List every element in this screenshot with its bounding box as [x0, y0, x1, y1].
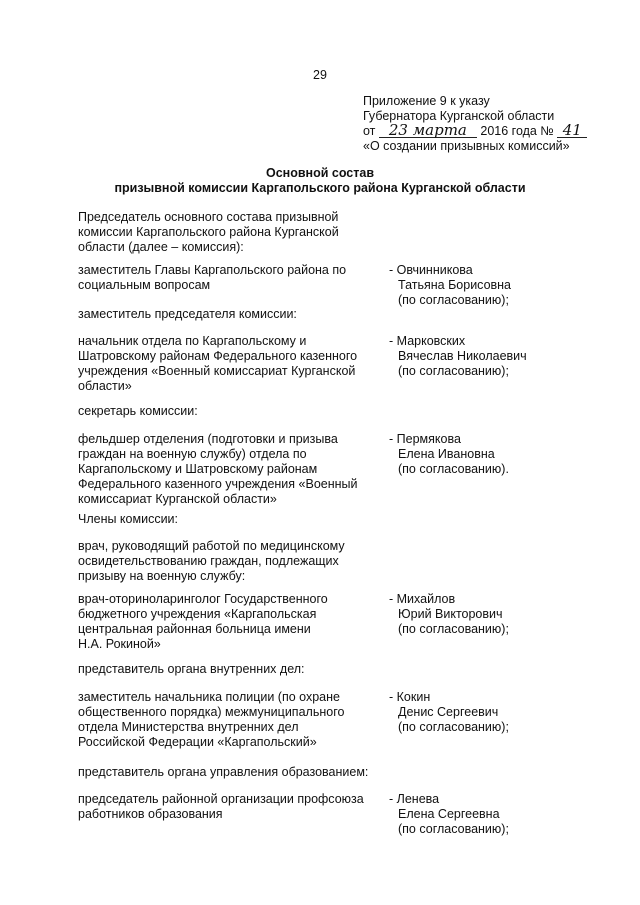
text-line: Федерального казенного учреждения «Военный: [78, 477, 358, 491]
member-given-names: Елена Сергеевна: [398, 807, 500, 821]
member-position: [78, 334, 378, 394]
text-line: области (далее – комиссия):: [78, 240, 244, 254]
member-row: [78, 792, 618, 836]
member-surname: - Овчинникова: [389, 263, 473, 277]
section-heading: [78, 307, 618, 322]
member-note: (по согласованию);: [398, 293, 509, 307]
text-line: фельдшер отделения (подготовки и призыва: [78, 432, 338, 446]
text-line: социальным вопросам: [78, 278, 211, 292]
member-row: [78, 263, 618, 307]
member-note: (по согласованию).: [398, 462, 509, 476]
title-line-2: призывной комиссии Каргапольского района Курганской области: [114, 181, 526, 195]
handwritten-date: 23 марта: [379, 124, 477, 138]
text-line: врач-оториноларинголог Государственного: [78, 592, 328, 606]
member-given-names: Вячеслав Николаевич: [398, 349, 527, 363]
text-line: Члены комиссии:: [78, 512, 179, 526]
date-prefix: от: [363, 124, 376, 138]
member-given-names: Елена Ивановна: [398, 447, 495, 461]
text-line: отдела Министерства внутренних дел: [78, 720, 299, 734]
section-heading: [78, 210, 618, 255]
appendix-line-2: Губернатора Курганской области: [363, 109, 555, 123]
member-surname: - Марковских: [389, 334, 466, 348]
text-line: начальник отдела по Каргапольскому и: [78, 334, 307, 348]
text-line: области»: [78, 379, 132, 393]
member-note: (по согласованию);: [398, 364, 509, 378]
year-text: 2016 года №: [480, 124, 554, 138]
text-line: общественного порядка) межмуниципального: [78, 705, 345, 719]
text-line: Шатровскому районам Федерального казенного: [78, 349, 358, 363]
text-line: представитель органа управления образованием:: [78, 765, 369, 779]
section-heading: [78, 539, 618, 584]
section-heading: [78, 404, 618, 419]
text-line: освидетельствованию граждан, подлежащих: [78, 554, 339, 568]
member-surname: - Ленева: [389, 792, 440, 806]
member-name: [389, 592, 619, 637]
member-surname: - Пермякова: [389, 432, 461, 446]
member-note: (по согласованию);: [398, 720, 509, 734]
heading-text: [78, 512, 408, 527]
text-line: Каргапольскому и Шатровскому районам: [78, 462, 318, 476]
member-surname: - Кокин: [389, 690, 431, 704]
heading-text: [78, 404, 408, 419]
text-line: Председатель основного состава призывной: [78, 210, 339, 224]
member-name: [389, 432, 619, 477]
member-given-names: Юрий Викторович: [398, 607, 503, 621]
heading-text: [78, 539, 408, 584]
text-line: заместитель председателя комиссии:: [78, 307, 297, 321]
member-name: [389, 690, 619, 735]
section-heading: [78, 765, 618, 780]
title-line-1: Основной состав: [265, 166, 375, 180]
appendix-header: [363, 94, 633, 154]
text-line: комиссариат Курганской области»: [78, 492, 277, 506]
text-line: председатель районной организации профсоюза: [78, 792, 364, 806]
section-heading: [78, 662, 618, 677]
member-surname: - Михайлов: [389, 592, 456, 606]
heading-text: [78, 210, 408, 255]
text-line: Российской Федерации «Каргапольский»: [78, 735, 317, 749]
section-heading: [78, 512, 618, 527]
page-number: 29: [313, 68, 327, 82]
heading-text: [78, 765, 408, 780]
text-line: комиссии Каргапольского района Курганской: [78, 225, 339, 239]
text-line: работников образования: [78, 807, 223, 821]
text-line: бюджетного учреждения «Каргапольская: [78, 607, 317, 621]
member-note: (по согласованию);: [398, 822, 509, 836]
member-name: [389, 334, 619, 379]
member-position: [78, 592, 378, 652]
heading-text: [78, 662, 408, 677]
text-line: центральная районная больница имени: [78, 622, 311, 636]
member-note: (по согласованию);: [398, 622, 509, 636]
text-line: Н.А. Рокиной»: [78, 637, 161, 651]
member-row: [78, 432, 618, 507]
member-given-names: Татьяна Борисовна: [398, 278, 512, 292]
member-position: [78, 263, 378, 293]
document-title: [0, 166, 640, 196]
member-row: [78, 334, 618, 394]
member-given-names: Денис Сергеевич: [398, 705, 499, 719]
text-line: учреждения «Военный комиссариат Курганской: [78, 364, 356, 378]
member-position: [78, 432, 378, 507]
text-line: заместитель Главы Каргапольского района по: [78, 263, 347, 277]
appendix-line-1: Приложение 9 к указу: [363, 94, 490, 108]
member-row: [78, 592, 618, 652]
appendix-line-4: «О создании призывных комиссий»: [363, 139, 570, 153]
text-line: граждан на военную службу) отдела по: [78, 447, 307, 461]
member-name: [389, 263, 619, 308]
member-name: [389, 792, 619, 837]
text-line: представитель органа внутренних дел:: [78, 662, 305, 676]
text-line: призыву на военную службу:: [78, 569, 246, 583]
text-line: секретарь комиссии:: [78, 404, 198, 418]
text-line: врач, руководящий работой по медицинскому: [78, 539, 345, 553]
member-row: [78, 690, 618, 750]
handwritten-number: 41: [557, 124, 587, 138]
appendix-date-line: [363, 121, 633, 139]
member-position: [78, 690, 378, 750]
member-position: [78, 792, 378, 822]
heading-text: [78, 307, 408, 322]
text-line: заместитель начальника полиции (по охране: [78, 690, 340, 704]
